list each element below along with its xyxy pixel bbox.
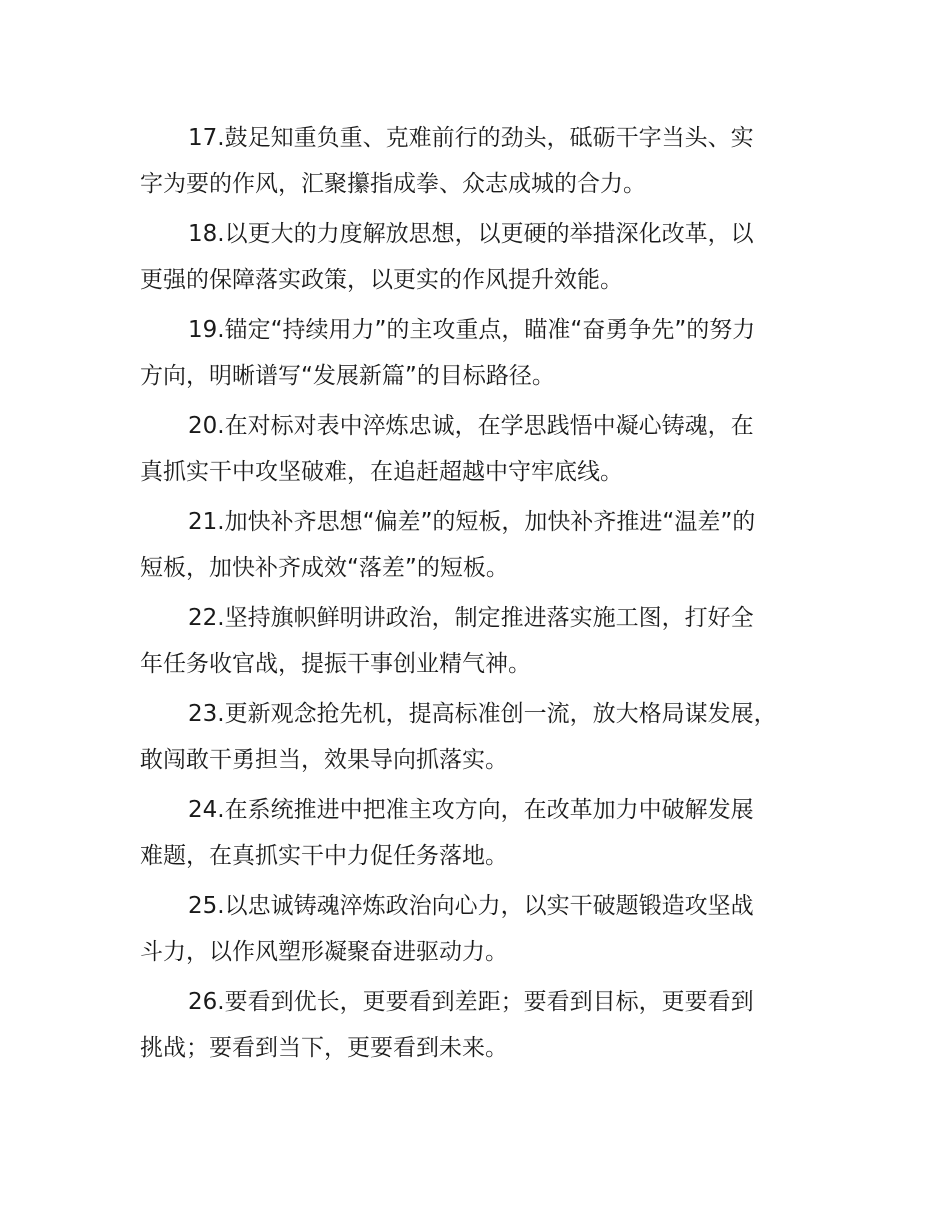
item-line-2: 斗力，以作风塑形凝聚奋进驱动力。 bbox=[140, 939, 508, 965]
list-item bbox=[140, 307, 840, 403]
item-line-1: 17.鼓足知重负重、克难前行的劲头，砥砺干字当头、实 bbox=[188, 125, 754, 151]
item-line-1: 26.要看到优长，更要看到差距；要看到目标，更要看到 bbox=[188, 989, 754, 1015]
list-item bbox=[140, 787, 840, 883]
item-line-1: 24.在系统推进中把准主攻方向，在改革加力中破解发展 bbox=[188, 797, 754, 823]
item-line-2: 年任务收官战，提振干事创业精气神。 bbox=[140, 651, 531, 677]
item-line-2: 字为要的作风，汇聚攥指成拳、众志成城的合力。 bbox=[140, 171, 646, 197]
item-line-2: 难题，在真抓实干中力促任务落地。 bbox=[140, 843, 508, 869]
item-line-2: 真抓实干中攻坚破难，在追赶超越中守牢底线。 bbox=[140, 459, 623, 485]
item-line-2: 方向，明晰谱写“发展新篇”的目标路径。 bbox=[140, 363, 555, 389]
item-line-1: 18.以更大的力度解放思想，以更硬的举措深化改革，以 bbox=[188, 221, 754, 247]
numbered-list bbox=[140, 115, 840, 1075]
item-line-1: 23.更新观念抢先机，提高标准创一流，放大格局谋发展， bbox=[188, 701, 777, 727]
item-line-1: 22.坚持旗帜鲜明讲政治，制定推进落实施工图，打好全 bbox=[188, 605, 754, 631]
item-line-2: 短板，加快补齐成效“落差”的短板。 bbox=[140, 555, 509, 581]
list-item bbox=[140, 499, 840, 595]
list-item bbox=[140, 883, 840, 979]
item-line-1: 19.锚定“持续用力”的主攻重点，瞄准“奋勇争先”的努力 bbox=[188, 317, 756, 343]
list-item bbox=[140, 691, 840, 787]
item-line-1: 21.加快补齐思想“偏差”的短板，加快补齐推进“温差”的 bbox=[188, 509, 756, 535]
list-item bbox=[140, 115, 840, 211]
item-line-2: 更强的保障落实政策，以更实的作风提升效能。 bbox=[140, 267, 623, 293]
list-item bbox=[140, 979, 840, 1075]
item-line-1: 25.以忠诚铸魂淬炼政治向心力，以实干破题锻造攻坚战 bbox=[188, 893, 754, 919]
list-item bbox=[140, 211, 840, 307]
item-line-2: 敢闯敢干勇担当，效果导向抓落实。 bbox=[140, 747, 508, 773]
list-item bbox=[140, 595, 840, 691]
list-item bbox=[140, 403, 840, 499]
item-line-1: 20.在对标对表中淬炼忠诚，在学思践悟中凝心铸魂，在 bbox=[188, 413, 754, 439]
item-line-2: 挑战；要看到当下，更要看到未来。 bbox=[140, 1035, 508, 1061]
